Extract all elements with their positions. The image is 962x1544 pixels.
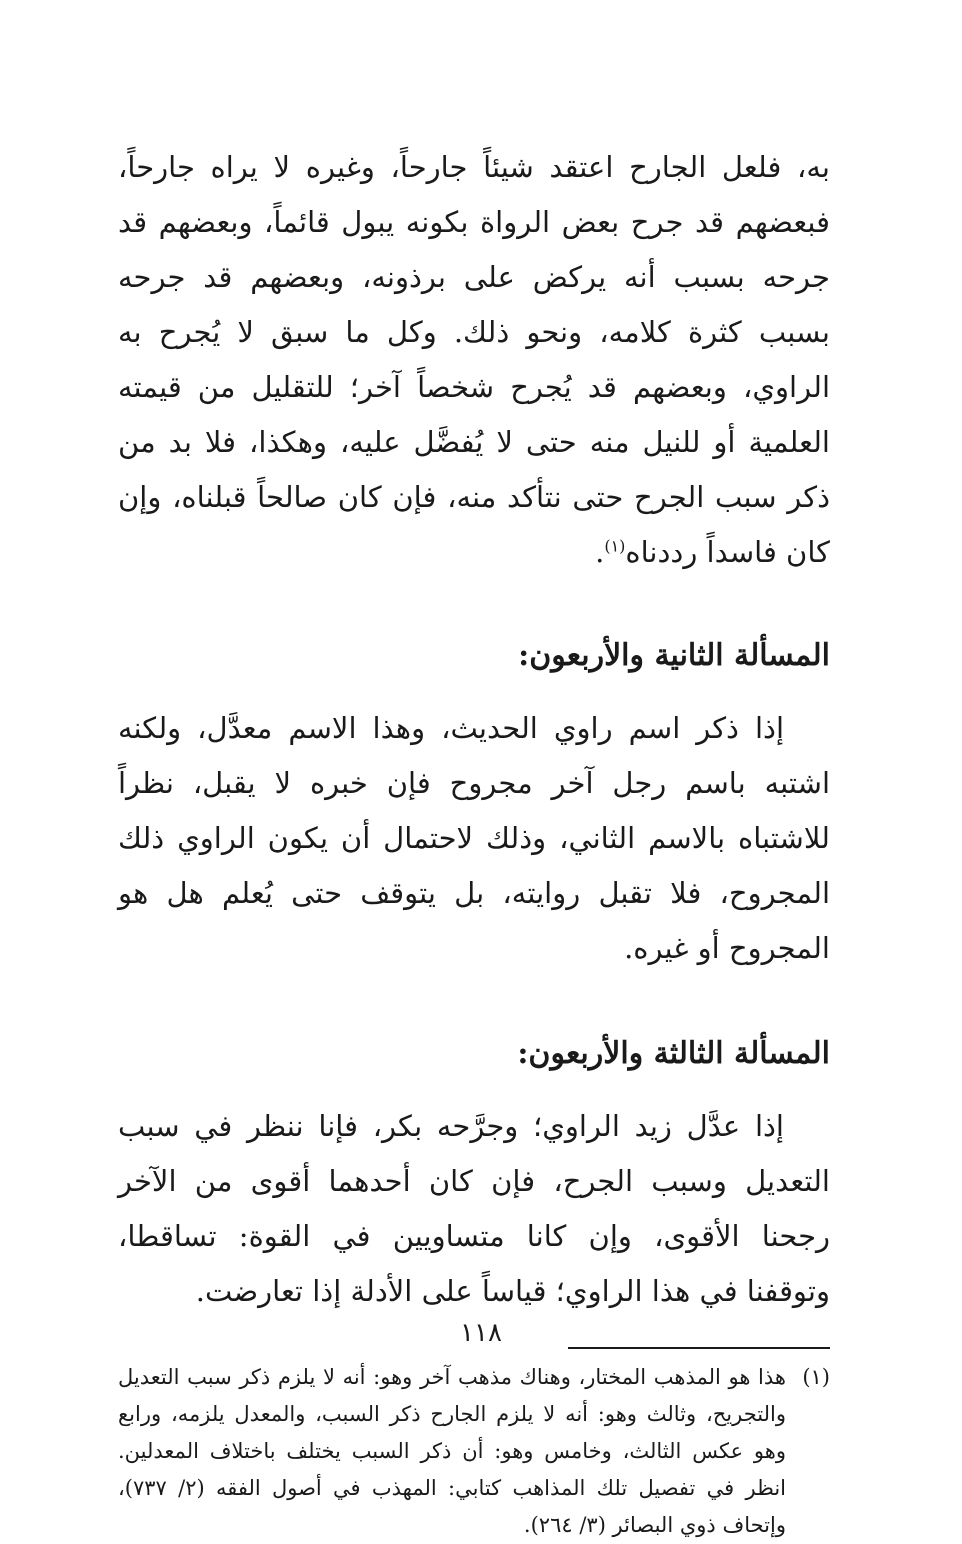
intro-text: به، فلعل الجارح اعتقد شيئاً جارحاً، وغيره لا يراه جارحاً، فبعضهم قد جرح بعض الرواة بكونه يبول قائماً، وبعضهم قد جرحه بسبب أنه يركض على برذونه، وبعضهم قد جرحه بسبب كثرة كلامه، ونحو ذلك. وكل ما سبق لا يُجرح به الراوي، وبعضهم قد يُجرح شخصاً آخر؛ للتقليل من قيمته العلمية أو للنيل منه حتى لا يُفضَّل عليه، وهكذا، فلا بد من ذكر سبب الجرح حتى نتأكد منه، فإن كان صالحاً قبلناه، وإن كان فاسداً رددناه — [118, 150, 830, 569]
section-heading-42: المسألة الثانية والأربعون: — [518, 638, 830, 673]
section-43-paragraph — [118, 1099, 830, 1319]
intro-end: . — [595, 535, 605, 569]
section-42-text: إذا ذكر اسم راوي الحديث، وهذا الاسم معدَّل، ولكنه اشتبه باسم رجل آخر مجروح فإن خبره لا يقبل، نظراً للاشتباه بالاسم الثاني، وذلك لاحتمال أن يكون الراوي ذلك المجروح، فلا تقبل روايته، بل يتوقف حتى يُعلم هل هو المجروح أو غيره. — [118, 711, 830, 965]
section-heading-43: المسألة الثالثة والأربعون: — [517, 1036, 830, 1071]
page-number: ١١٨ — [460, 1318, 502, 1348]
section-43-text: إذا عدَّل زيد الراوي؛ وجرَّحه بكر، فإنا ننظر في سبب التعديل وسبب الجرح، فإن كان أحدهما أقوى من الآخر رجحنا الأقوى، وإن كانا متساويين في القوة: تساقطا، وتوقفنا في هذا الراوي؛ قياساً على الأدلة إذا تعارضت. — [118, 1109, 830, 1308]
footnote-reference[interactable]: (١) — [604, 536, 626, 556]
section-42-paragraph — [118, 701, 830, 976]
footnote-body — [118, 1359, 830, 1544]
footnote — [118, 1359, 830, 1544]
footnote-text: هذا هو المذهب المختار، وهناك مذهب آخر وهو: أنه لا يلزم ذكر سبب التعديل والتجريح، وثالث وهو: أنه لا يلزم الجارح ذكر السبب، والمعدل يلزمه، ورابع وهو عكس الثالث، وخامس وهو: أن ذكر السبب يختلف باختلاف المعدلين. انظر في تفصيل تلك المذاهب كتابي: المهذب في أصول الفقه (٢/ ٧٣٧)، وإتحاف ذوي البصائر (٣/ ٢٦٤). — [118, 1365, 786, 1537]
footnote-number: (١) — [802, 1365, 830, 1389]
intro-paragraph — [118, 140, 830, 580]
